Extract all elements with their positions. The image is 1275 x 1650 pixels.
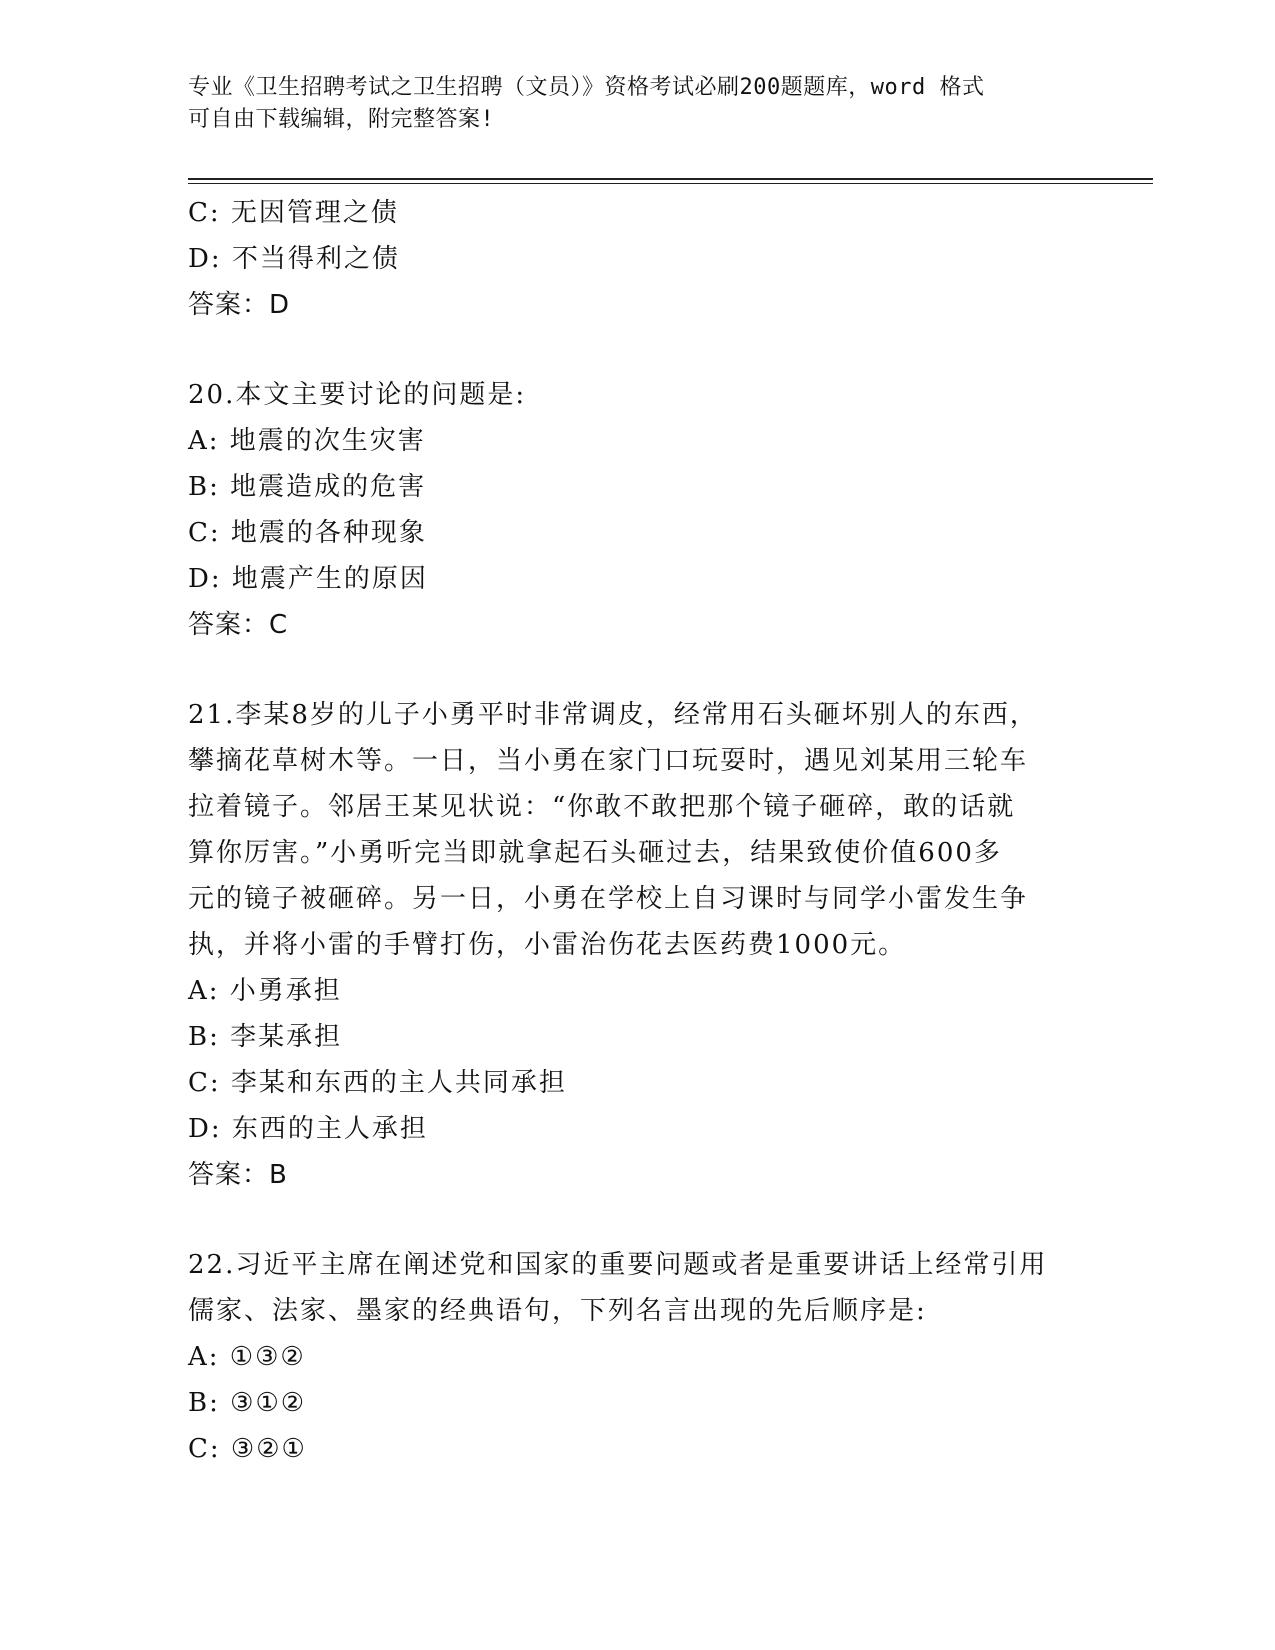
option-d: D: 东西的主人承担	[188, 1114, 428, 1144]
question-text-line: 拉着镜子。邻居王某见状说：“你敢不敢把那个镜子砸碎，敢的话就	[188, 792, 1016, 822]
option-a: A: 小勇承担	[188, 976, 342, 1006]
option-a: A: ①③②	[188, 1342, 306, 1372]
answer-line: 答案：B	[188, 1160, 288, 1190]
question-22	[188, 1242, 1088, 1472]
option-b: B: 地震造成的危害	[188, 472, 427, 502]
question-text: 20.本文主要讨论的问题是:	[188, 380, 527, 410]
question-text-line: 儒家、法家、墨家的经典语句，下列名言出现的先后顺序是:	[188, 1296, 927, 1326]
header-title-line-2: 可自由下载编辑，附完整答案!	[188, 107, 495, 132]
spacer	[188, 328, 1088, 372]
option-c: C: 无因管理之债	[188, 198, 399, 228]
answer-line: 答案：D	[188, 290, 291, 320]
question-list	[188, 190, 1088, 1472]
answer-line: 答案：C	[188, 610, 289, 640]
option-c: C: 地震的各种现象	[188, 518, 427, 548]
question-text-line: 执，并将小雷的手臂打伤，小雷治伤花去医药费1000元。	[188, 930, 907, 960]
header-divider-thin	[188, 183, 1153, 184]
question-text-line: 元的镜子被砸碎。另一日，小勇在学校上自习课时与同学小雷发生争	[188, 884, 1029, 914]
option-d: D: 不当得利之债	[188, 244, 400, 274]
option-c: C: ③②①	[188, 1434, 307, 1464]
document-header	[188, 72, 1068, 136]
question-text-line: 22.习近平主席在阐述党和国家的重要问题或者是重要讲话上经常引用	[188, 1250, 1048, 1280]
header-divider-thick	[188, 178, 1153, 180]
question-text-line: 算你厉害。”小勇听完当即就拿起石头砸过去，结果致使价值600多	[188, 838, 1002, 868]
option-a: A: 地震的次生灾害	[188, 426, 426, 456]
option-d: D: 地震产生的原因	[188, 564, 428, 594]
option-b: B: ③①②	[188, 1388, 307, 1418]
question-21	[188, 692, 1088, 1198]
option-c: C: 李某和东西的主人共同承担	[188, 1068, 567, 1098]
question-text-line: 21.李某8岁的儿子小勇平时非常调皮，经常用石头砸坏别人的东西，	[188, 700, 1038, 730]
question-20	[188, 372, 1088, 648]
spacer	[188, 648, 1088, 692]
question-text-line: 攀摘花草树木等。一日，当小勇在家门口玩耍时，遇见刘某用三轮车	[188, 746, 1029, 776]
header-title-line-1: 专业《卫生招聘考试之卫生招聘（文员）》资格考试必刷200题题库，word 格式	[188, 75, 985, 100]
question-19	[188, 190, 1088, 328]
option-b: B: 李某承担	[188, 1022, 343, 1052]
spacer	[188, 1198, 1088, 1242]
